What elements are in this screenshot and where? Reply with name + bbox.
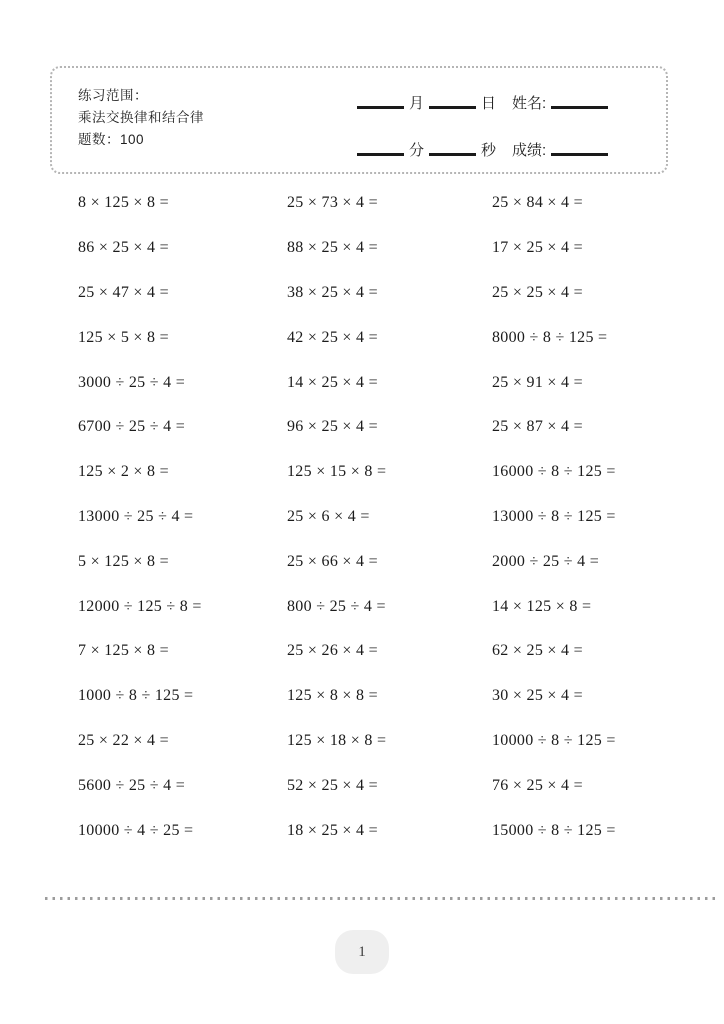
name-label: 姓名: xyxy=(512,95,547,112)
problem-item: 52 × 25 × 4 = xyxy=(287,776,378,794)
minute-blank-line xyxy=(357,153,404,156)
time-score-row xyxy=(352,139,662,159)
problem-item: 25 × 25 × 4 = xyxy=(492,283,583,301)
problem-item: 15000 ÷ 8 ÷ 125 = xyxy=(492,821,616,839)
footer-dotted-divider xyxy=(45,897,719,900)
problem-item: 2000 ÷ 25 ÷ 4 = xyxy=(492,552,600,570)
problem-item: 96 × 25 × 4 = xyxy=(287,418,378,436)
problem-item: 25 × 22 × 4 = xyxy=(78,731,169,749)
practice-scope-label: 练习范围： xyxy=(78,88,148,103)
problem-item: 25 × 6 × 4 = xyxy=(287,507,370,525)
problem-item: 76 × 25 × 4 = xyxy=(492,776,583,794)
date-name-row xyxy=(352,92,662,112)
score-label: 成绩: xyxy=(512,142,547,159)
problem-item: 5 × 125 × 8 = xyxy=(78,552,169,570)
problem-item: 8000 ÷ 8 ÷ 125 = xyxy=(492,328,608,346)
problems-grid xyxy=(78,181,616,853)
problem-item: 25 × 91 × 4 = xyxy=(492,373,583,391)
problem-item: 6700 ÷ 25 ÷ 4 = xyxy=(78,418,186,436)
problem-item: 125 × 15 × 8 = xyxy=(287,463,387,481)
problem-item: 1000 ÷ 8 ÷ 125 = xyxy=(78,687,194,705)
name-blank-line xyxy=(551,106,608,109)
problem-item: 25 × 26 × 4 = xyxy=(287,642,378,660)
problem-item: 13000 ÷ 25 ÷ 4 = xyxy=(78,507,194,525)
question-count-label: 题数：100 xyxy=(78,132,145,147)
problem-item: 800 ÷ 25 ÷ 4 = xyxy=(287,597,386,615)
second-label: 秒 xyxy=(481,142,497,159)
day-blank-line xyxy=(429,106,476,109)
problem-item: 25 × 87 × 4 = xyxy=(492,418,583,436)
page-number: 1 xyxy=(358,943,366,960)
problem-item: 42 × 25 × 4 = xyxy=(287,328,378,346)
problem-item: 25 × 84 × 4 = xyxy=(492,194,583,212)
day-label: 日 xyxy=(481,95,497,112)
problem-item: 14 × 125 × 8 = xyxy=(492,597,592,615)
problem-item: 25 × 66 × 4 = xyxy=(287,552,378,570)
problem-item: 62 × 25 × 4 = xyxy=(492,642,583,660)
problem-item: 12000 ÷ 125 ÷ 8 = xyxy=(78,597,202,615)
fill-in-fields xyxy=(352,68,662,172)
problem-item: 17 × 25 × 4 = xyxy=(492,239,583,257)
practice-info xyxy=(78,85,204,151)
problem-item: 125 × 2 × 8 = xyxy=(78,463,169,481)
problem-item: 125 × 18 × 8 = xyxy=(287,731,387,749)
problem-item: 7 × 125 × 8 = xyxy=(78,642,169,660)
problem-item: 25 × 73 × 4 = xyxy=(287,194,378,212)
problem-item: 125 × 8 × 8 = xyxy=(287,687,378,705)
score-blank-line xyxy=(551,153,608,156)
problem-item: 18 × 25 × 4 = xyxy=(287,821,378,839)
second-blank-line xyxy=(429,153,476,156)
problem-item: 10000 ÷ 8 ÷ 125 = xyxy=(492,731,616,749)
problem-item: 86 × 25 × 4 = xyxy=(78,239,169,257)
practice-scope-value: 乘法交换律和结合律 xyxy=(78,110,204,125)
problem-item: 88 × 25 × 4 = xyxy=(287,239,378,257)
month-blank-line xyxy=(357,106,404,109)
problem-item: 14 × 25 × 4 = xyxy=(287,373,378,391)
page-number-badge xyxy=(335,930,389,974)
problem-item: 38 × 25 × 4 = xyxy=(287,283,378,301)
problem-item: 5600 ÷ 25 ÷ 4 = xyxy=(78,776,186,794)
problem-item: 30 × 25 × 4 = xyxy=(492,687,583,705)
problem-item: 8 × 125 × 8 = xyxy=(78,194,169,212)
problem-item: 3000 ÷ 25 ÷ 4 = xyxy=(78,373,186,391)
problem-item: 25 × 47 × 4 = xyxy=(78,283,169,301)
problem-item: 13000 ÷ 8 ÷ 125 = xyxy=(492,507,616,525)
problem-item: 10000 ÷ 4 ÷ 25 = xyxy=(78,821,194,839)
minute-label: 分 xyxy=(409,142,425,159)
problem-item: 125 × 5 × 8 = xyxy=(78,328,169,346)
problem-item: 16000 ÷ 8 ÷ 125 = xyxy=(492,463,616,481)
header-info-box xyxy=(50,66,668,174)
month-label: 月 xyxy=(409,95,425,112)
